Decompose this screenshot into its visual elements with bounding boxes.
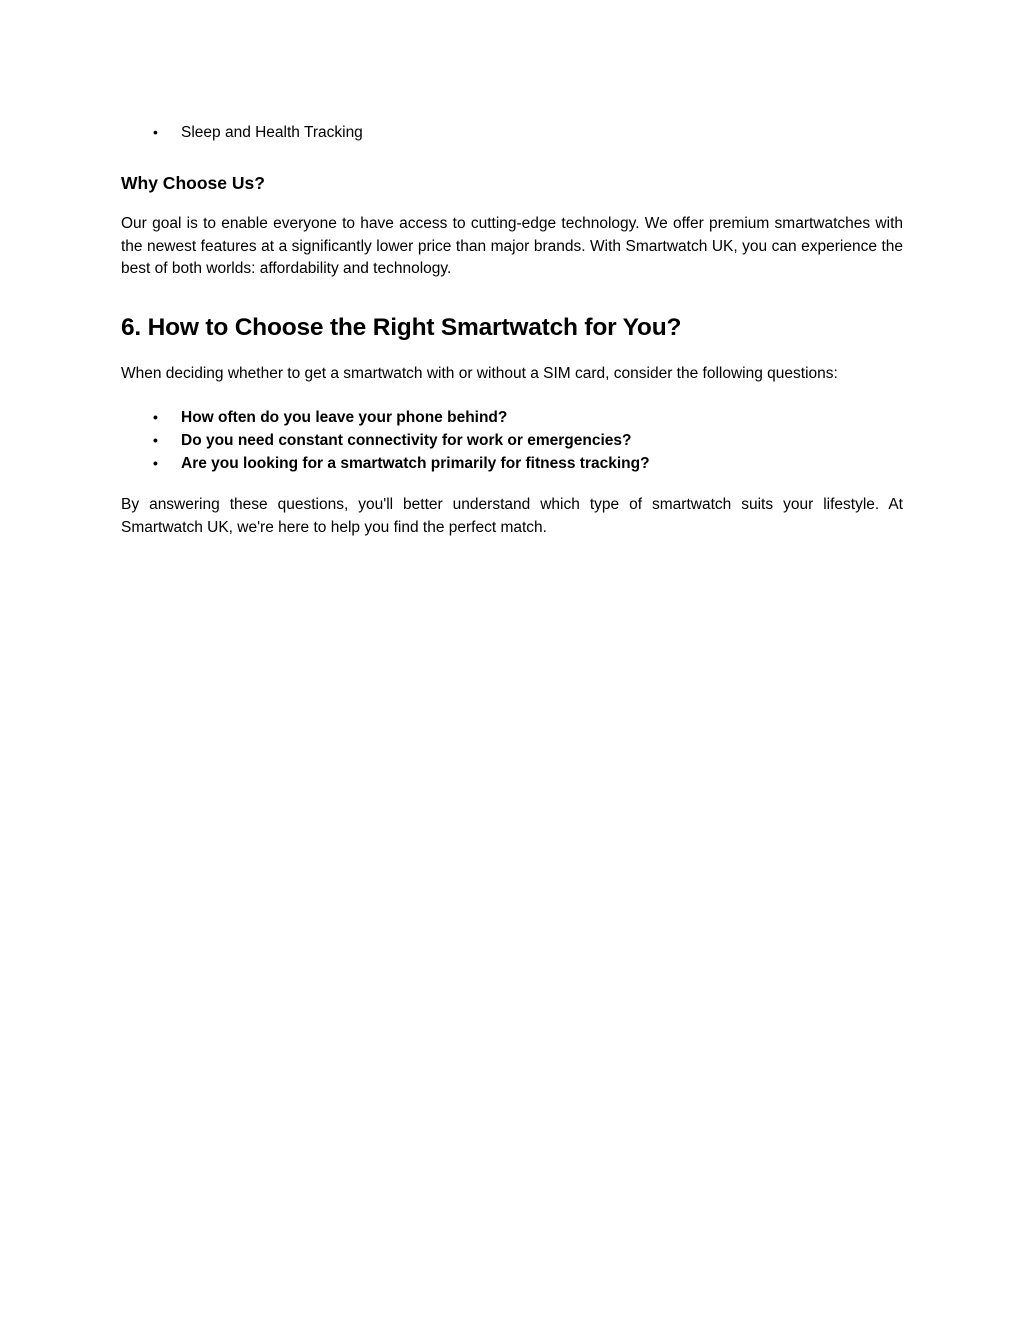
list-item-text: Sleep and Health Tracking: [181, 124, 363, 141]
bullet-icon: •: [153, 454, 158, 471]
section-6-conclusion-paragraph: By answering these questions, you'll better understand which type of smartwatch suits your lifestyle. At Smartwatch UK, we're here to help you find the perfect match.: [121, 495, 903, 536]
question-text: Do you need constant connectivity for work or emergencies?: [181, 431, 632, 449]
why-choose-us-paragraph: Our goal is to enable everyone to have access to cutting-edge technology. We offer premium smartwatches with the newest features at a significantly lower price than major brands. With Smartwatch UK, you can experience the best of both worlds: affordability and technology.: [121, 215, 903, 278]
list-item: [121, 452, 903, 475]
section-6-intro-paragraph: When deciding whether to get a smartwatch with or without a SIM card, consider the following questions:: [121, 365, 838, 383]
feature-list: [121, 121, 903, 144]
bullet-icon: •: [153, 124, 158, 140]
question-text: Are you looking for a smartwatch primarily for fitness tracking?: [181, 454, 650, 472]
list-item: [121, 429, 903, 452]
bullet-icon: •: [153, 431, 158, 448]
bullet-icon: •: [153, 408, 158, 425]
questions-list: [121, 406, 903, 475]
question-text: How often do you leave your phone behind?: [181, 408, 508, 426]
why-choose-us-heading: Why Choose Us?: [121, 173, 265, 193]
list-item: [121, 406, 903, 429]
page-content: [121, 118, 903, 539]
section-6-heading: 6. How to Choose the Right Smartwatch for You?: [121, 314, 682, 342]
list-item: [121, 121, 903, 144]
